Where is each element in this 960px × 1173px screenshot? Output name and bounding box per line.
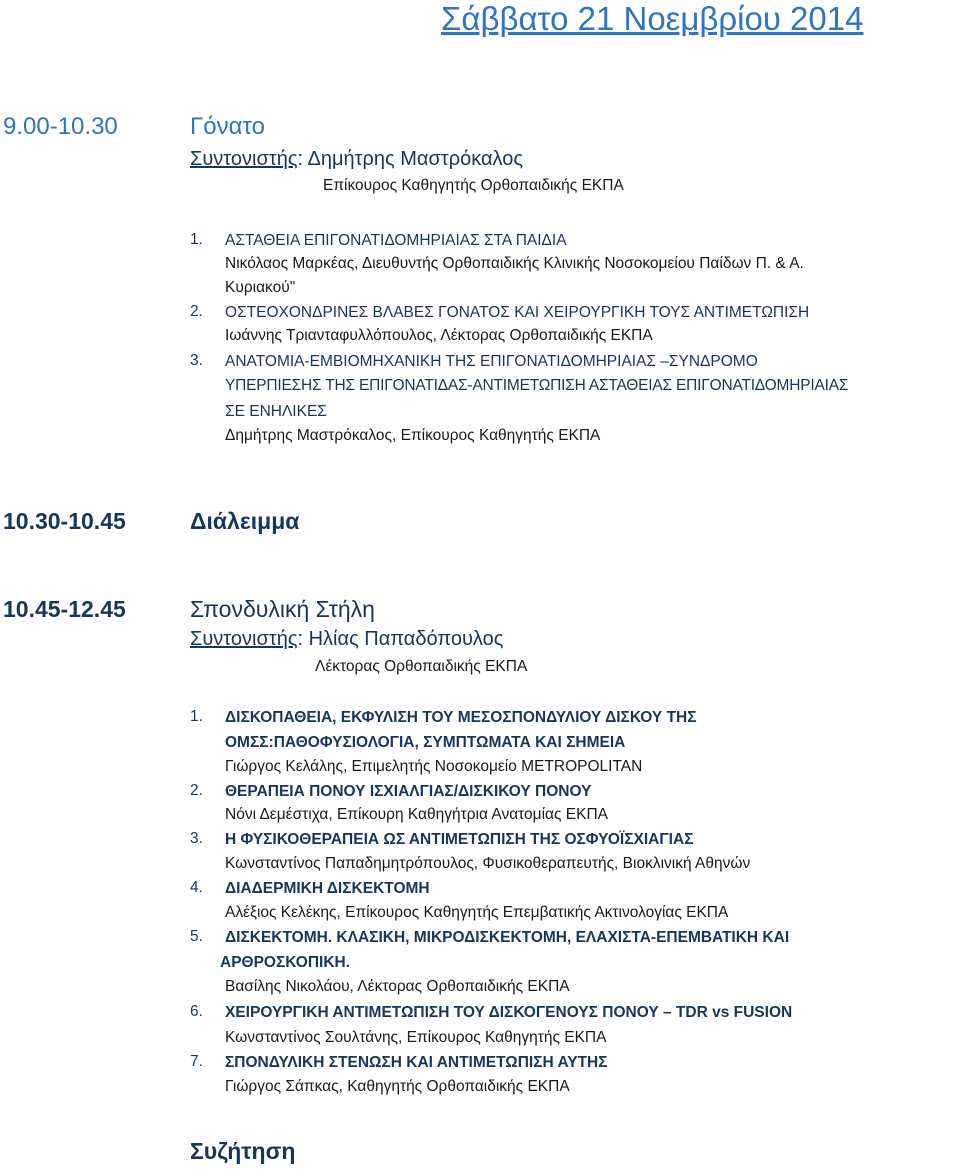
session2-time: 10.45-12.45	[3, 596, 126, 622]
item-speaker: Νικόλαος Μαρκέας, Διευθυντής Ορθοπαιδικής Κλινικής Νοσοκομείου Παίδων Π. & Α.	[225, 255, 804, 272]
item-speaker: Δημήτρης Μαστρόκαλος, Επίκουρος Καθηγητής ΕΚΠΑ	[225, 427, 601, 444]
item-title: ΧΕΙΡΟΥΡΓΙΚΗ ΑΝΤΙΜΕΤΩΠΙΣΗ ΤΟΥ ΔΙΣΚΟΓΕΝΟΥΣ ΠΟΝΟΥ – TDR vs FUSION	[225, 1004, 793, 1021]
item-number: 6.	[190, 1003, 203, 1020]
item-number: 7.	[190, 1053, 203, 1070]
item-title: ΥΠΕΡΠΙΕΣΗΣ ΤΗΣ ΕΠΙΓΟΝΑΤΙΔΑΣ-ΑΝΤΙΜΕΤΩΠΙΣΗ ΑΣΤΑΘΕΙΑΣ ΕΠΙΓΟΝΑΤΙΔΟΜΗΡΙΑΙΑΣ	[225, 377, 849, 394]
item-number: 3.	[190, 830, 203, 847]
item-speaker: Κυριακού"	[225, 279, 296, 296]
page-title: Σάββατο 21 Νοεμβρίου 2014	[441, 0, 864, 37]
item-speaker: Κωνσταντίνος Σουλτάνης, Επίκουρος Καθηγητής ΕΚΠΑ	[225, 1029, 607, 1046]
coordinator-label: Συντονιστής	[190, 148, 298, 170]
coordinator-name: : Ηλίας Παπαδόπουλος	[297, 628, 504, 650]
coordinator-name: : Δημήτρης Μαστρόκαλος	[297, 148, 523, 170]
item-speaker: Αλέξιος Κελέκης, Επίκουρος Καθηγητής Επεμβατικής Ακτινολογίας ΕΚΠΑ	[225, 904, 729, 921]
discussion-heading: Συζήτηση	[190, 1138, 296, 1164]
session2-topic: Σπονδυλική Στήλη	[190, 596, 375, 622]
item-speaker: Βασίλης Νικολάου, Λέκτορας Ορθοπαιδικής ΕΚΠΑ	[225, 978, 570, 995]
session1-coordinator	[190, 146, 523, 172]
item-title: ΑΣΤΑΘΕΙΑ ΕΠΙΓΟΝΑΤΙΔΟΜΗΡΙΑΙΑΣ ΣΤΑ ΠΑΙΔΙΑ	[225, 232, 567, 249]
item-title: ΣΕ ΕΝΗΛΙΚΕΣ	[225, 403, 327, 420]
item-number: 1.	[190, 708, 203, 725]
item-speaker: Γιώργος Σάπκας, Καθηγητής Ορθοπαιδικής ΕΚΠΑ	[225, 1078, 570, 1095]
item-number: 2.	[190, 782, 203, 799]
item-speaker: Νόνι Δεμέστιχα, Επίκουρη Καθηγήτρια Ανατομίας ΕΚΠΑ	[225, 806, 608, 823]
item-title: ΔΙΣΚΟΠΑΘΕΙΑ, ΕΚΦΥΛΙΣΗ ΤΟΥ ΜΕΣΟΣΠΟΝΔΥΛΙΟΥ ΔΙΣΚΟΥ ΤΗΣ	[225, 709, 697, 726]
item-title: ΔΙΑΔΕΡΜΙΚΗ ΔΙΣΚΕΚΤΟΜΗ	[225, 880, 430, 897]
session2-coordinator-role: Λέκτορας Ορθοπαιδικής ΕΚΠΑ	[315, 658, 528, 675]
item-title: ΑΝΑΤΟΜΙΑ-ΕΜΒΙΟΜΗΧΑΝΙΚΗ ΤΗΣ ΕΠΙΓΟΝΑΤΙΔΟΜΗΡΙΑΙΑΣ –ΣΥΝΔΡΟΜΟ	[225, 353, 758, 370]
item-title: Η ΦΥΣΙΚΟΘΕΡΑΠΕΙΑ ΩΣ ΑΝΤΙΜΕΤΩΠΙΣΗ ΤΗΣ ΟΣΦΥΟΪΣΧΙΑΓΙΑΣ	[225, 831, 694, 848]
item-title: ΟΜΣΣ:ΠΑΘΟΦΥΣΙΟΛΟΓΙΑ, ΣΥΜΠΤΩΜΑΤΑ ΚΑΙ ΣΗΜΕΙΑ	[225, 734, 626, 751]
item-speaker: Ιωάννης Τριανταφυλλόπουλος, Λέκτορας Ορθοπαιδικής ΕΚΠΑ	[225, 327, 653, 344]
item-title: ΘΕΡΑΠΕΙΑ ΠΟΝΟΥ ΙΣΧΙΑΛΓΙΑΣ/ΔΙΣΚΙΚΟΥ ΠΟΝΟΥ	[225, 783, 592, 800]
item-speaker: Γιώργος Κελάλης, Επιμελητής Νοσοκομείο METROPOLITAN	[225, 758, 643, 775]
item-title: ΑΡΘΡΟΣΚΟΠΙΚΗ.	[220, 954, 351, 971]
session1-topic: Γόνατο	[190, 113, 265, 140]
session1-time: 9.00-10.30	[3, 113, 118, 140]
session2-coordinator	[190, 626, 503, 652]
item-number: 3.	[190, 352, 203, 369]
break-label: Διάλειμμα	[190, 508, 300, 534]
coordinator-label: Συντονιστής	[190, 628, 298, 650]
break-time: 10.30-10.45	[3, 508, 126, 534]
item-number: 5.	[190, 928, 203, 945]
item-speaker: Κωνσταντίνος Παπαδημητρόπουλος, Φυσικοθεραπευτής, Βιοκλινική Αθηνών	[225, 855, 751, 872]
item-number: 1.	[190, 231, 203, 248]
item-title: ΔΙΣΚΕΚΤΟΜΗ. ΚΛΑΣΙΚΗ, ΜΙΚΡΟΔΙΣΚΕΚΤΟΜΗ, ΕΛΑΧΙΣΤΑ-ΕΠΕΜΒΑΤΙΚΗ ΚΑΙ	[225, 929, 790, 946]
item-title: ΣΠΟΝΔΥΛΙΚΗ ΣΤΕΝΩΣΗ ΚΑΙ ΑΝΤΙΜΕΤΩΠΙΣΗ ΑΥΤΗΣ	[225, 1054, 608, 1071]
session1-coordinator-role: Επίκουρος Καθηγητής Ορθοπαιδικής ΕΚΠΑ	[323, 177, 624, 194]
item-number: 2.	[190, 303, 203, 320]
item-title: ΟΣΤΕΟΧΟΝΔΡΙΝΕΣ ΒΛΑΒΕΣ ΓΟΝΑΤΟΣ ΚΑΙ ΧΕΙΡΟΥΡΓΙΚΗ ΤΟΥΣ ΑΝΤΙΜΕΤΩΠΙΣΗ	[225, 304, 810, 321]
item-number: 4.	[190, 879, 203, 896]
